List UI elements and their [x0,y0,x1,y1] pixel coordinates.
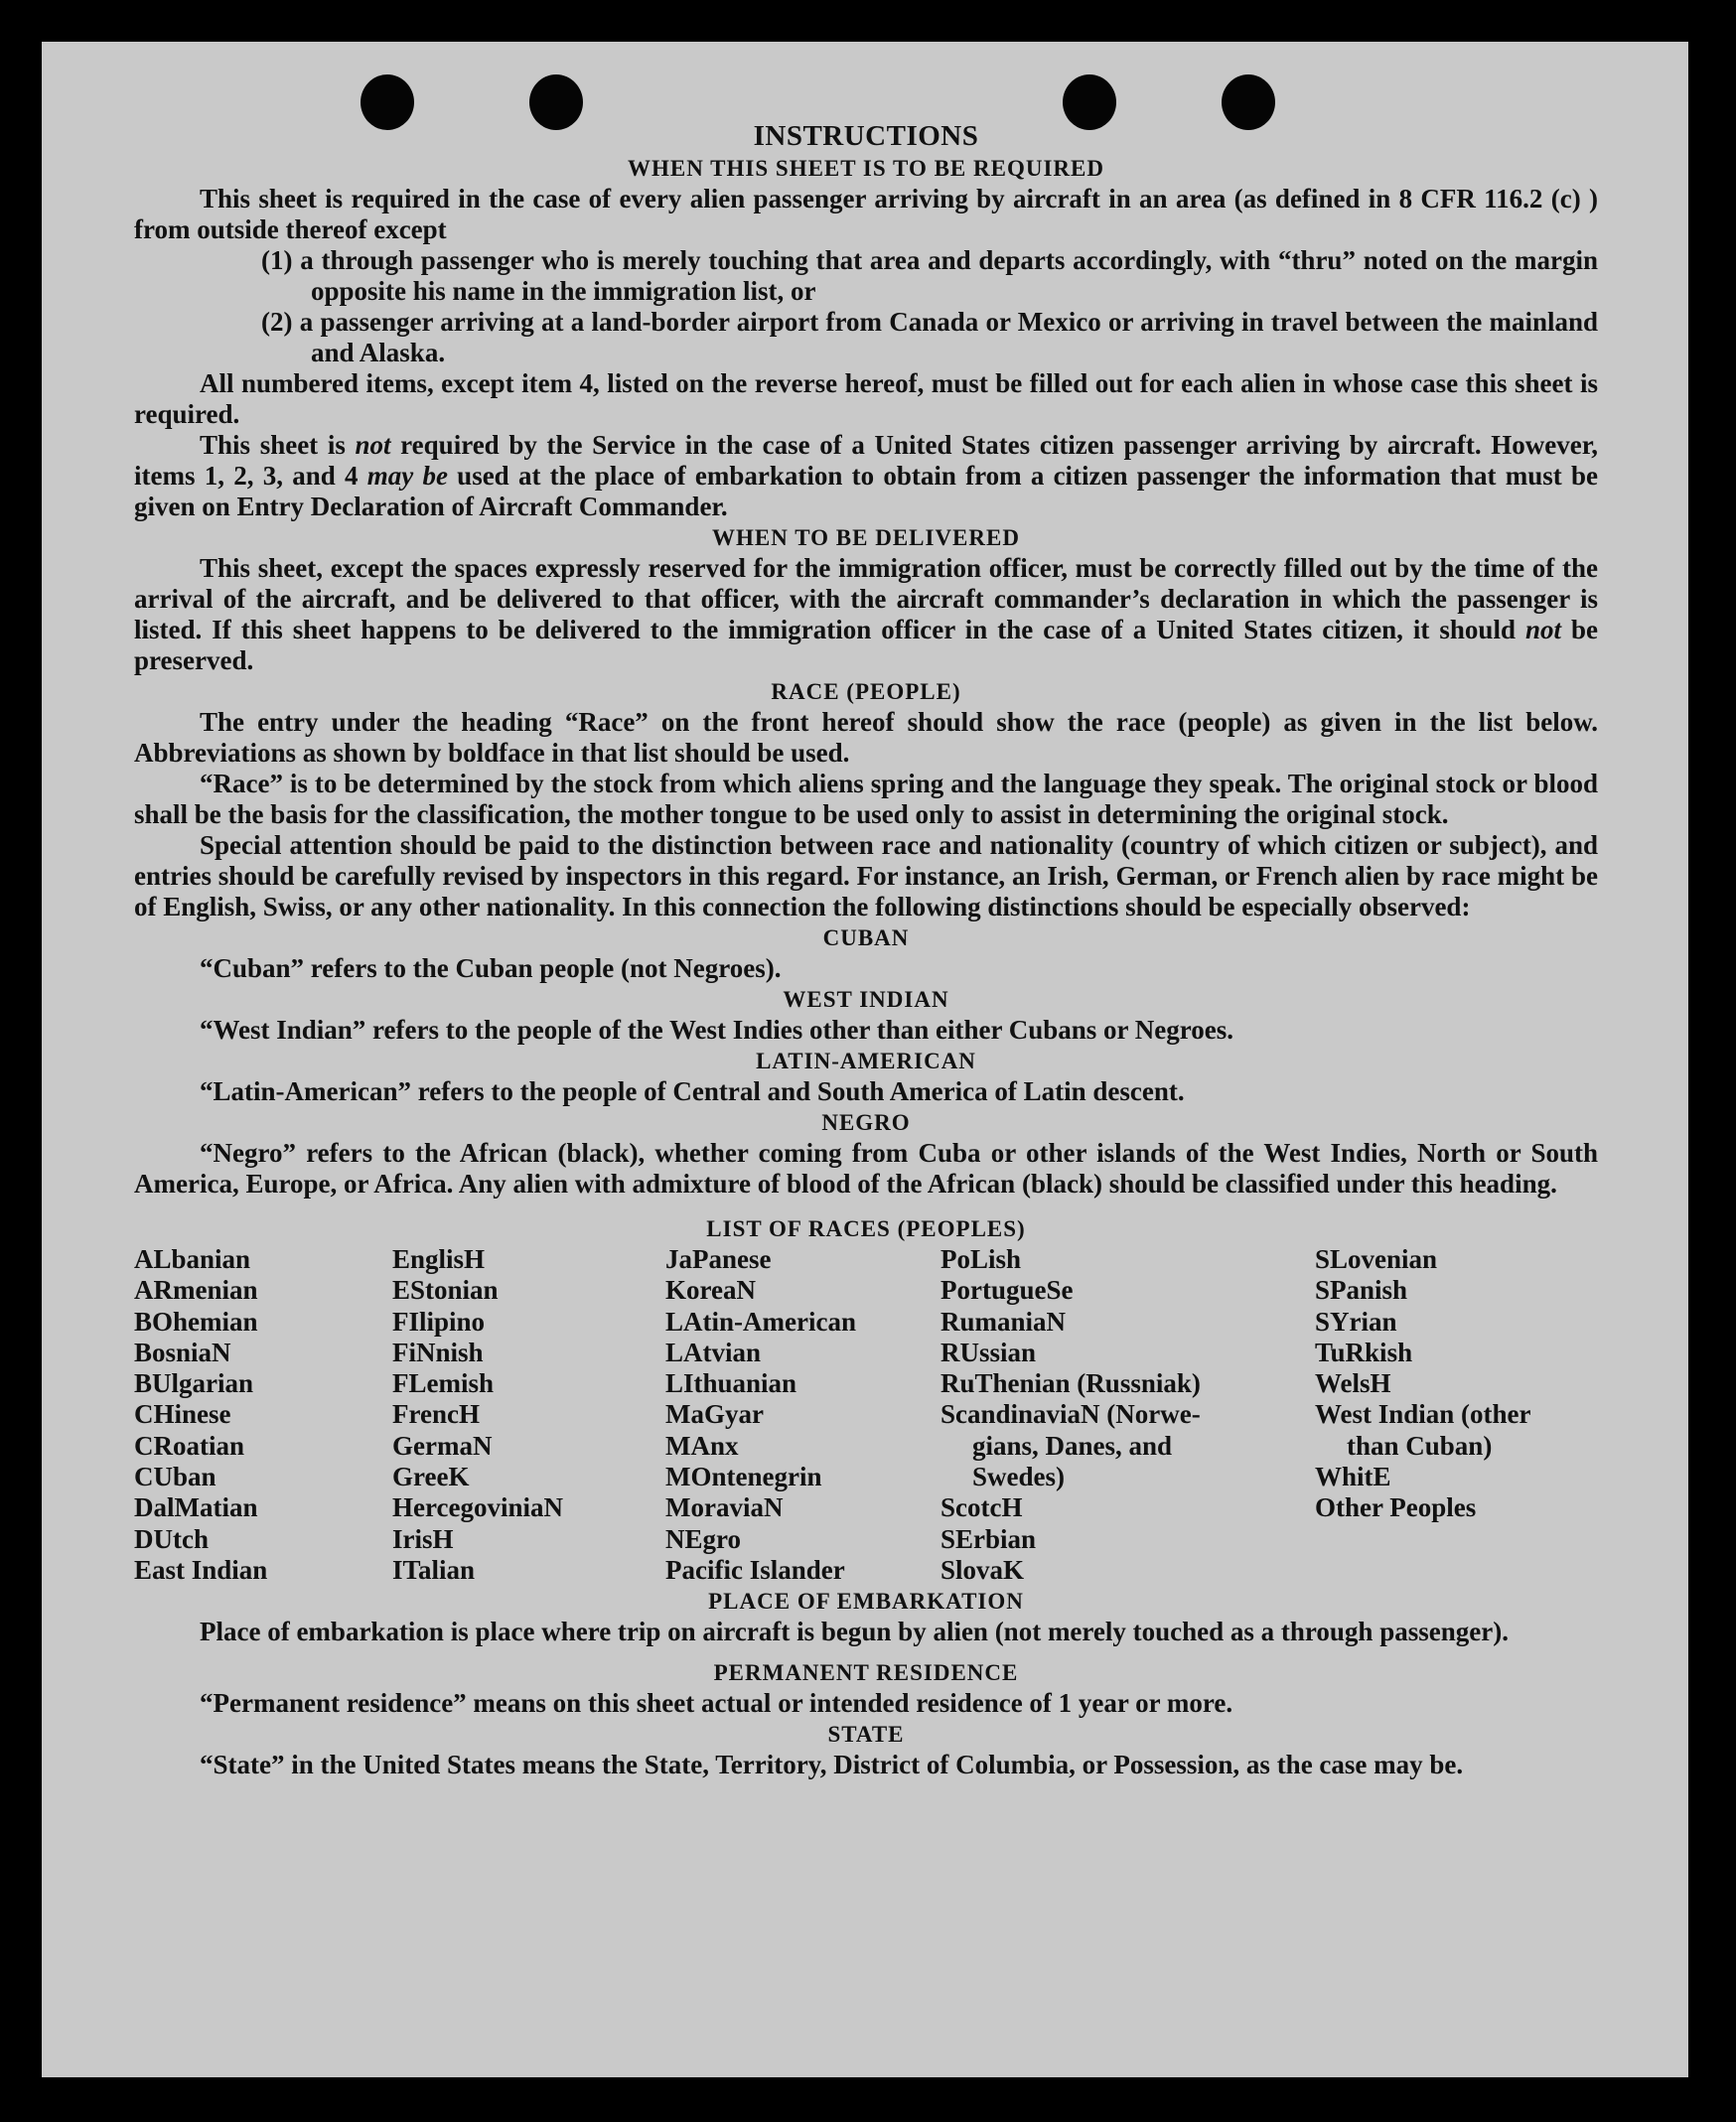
race-entry: RUssian [940,1337,1037,1367]
race-entry: GreeK [392,1462,470,1492]
text-run: This sheet, except the spaces expressly reserved for the immigration officer, must be correctly filled out by the time of the arrival of the aircraft, and be delivered to that officer, with the aircraft commander’s declaration in which the passenger is listed. If this sheet happens to be delivered to the immigration officer in the case of a United States citizen, it should [134,553,1598,644]
race-entry: BUlgarian [134,1368,254,1399]
race-entry: BOhemian [134,1306,258,1337]
text-run: be preserved. [134,615,1599,675]
heading-list-of-races: LIST OF RACES (PEOPLES) [706,1216,1026,1241]
instructions-content [134,119,1598,1780]
race-entry: ARmenian [134,1275,258,1306]
race-entry: LAtvian [665,1337,762,1367]
race-entry: MOntenegrin [665,1462,822,1492]
text-run: This sheet is [200,430,356,460]
race-entry: HercegoviniaN [392,1492,563,1523]
race-entry: RumaniaN [940,1306,1067,1337]
race-entry: CUban [134,1462,217,1492]
paragraph-race-attention: Special attention should be paid to the distinction between race and nationality (country of which citizen or subject), and entries should be carefully revised by inspectors in this regard. For instance, an Irish, German, or French alien by race might be of English, Swiss, or any other nationality. In this connection the following distinctions should be especially observed: [134,830,1598,921]
paragraph-latin-american: “Latin-American” refers to the people of Central and South America of Latin descent. [200,1076,1185,1106]
race-entry: Pacific Islander [665,1554,845,1585]
race-entry: SYrian [1315,1306,1397,1337]
heading-race: RACE (PEOPLE) [771,679,961,704]
paragraph-negro: “Negro” refers to the African (black), whether coming from Cuba or other islands of the West Indies, North or South America, Europe, or Africa. Any alien with admixture of blood of the African (black) should be classified under this heading. [134,1138,1598,1199]
race-entry-continuation: than Cuban) [1347,1430,1493,1461]
race-entry: ALbanian [134,1244,251,1274]
paragraph-delivery [134,553,1598,676]
race-entry: CRoatian [134,1430,245,1461]
race-entry: MAnx [665,1430,739,1461]
race-entry: SLovenian [1315,1244,1438,1274]
race-entry-continuation: gians, Danes, and [972,1430,1173,1461]
text-run: used at the place of embarkation to obtain from a citizen passenger the information that must be given on Entry Declaration of Aircraft Commander. [134,461,1598,521]
heading-when-delivered: WHEN TO BE DELIVERED [712,525,1020,550]
heading-embarkation: PLACE OF EMBARKATION [708,1589,1024,1615]
races-column-4 [940,1244,1315,1586]
race-entry: SErbian [940,1523,1037,1554]
race-entry: WelsH [1315,1368,1391,1399]
heading-state: STATE [827,1722,905,1748]
race-entry: PoLish [940,1244,1022,1274]
race-entry: EStonian [392,1275,499,1306]
race-entry: EnglisH [392,1244,486,1274]
race-entry: FiNnish [392,1337,484,1367]
race-entry: ScandinaviaN (Norwe- [940,1399,1201,1430]
race-entry: LIthuanian [665,1368,797,1399]
paragraph-citizen [134,430,1598,522]
race-entry: DUtch [134,1523,209,1554]
heading-negro: NEGRO [821,1110,911,1135]
paragraph-race-entry: The entry under the heading “Race” on the front hereof should show the race (people) as given in the list below. Abbreviations as shown by boldface in that list should be used. [134,707,1598,768]
race-entry: RuThenian (Russniak) [940,1368,1201,1399]
races-column-2 [392,1244,665,1586]
emphasis-not: not [1524,615,1561,644]
race-entry: ScotcH [940,1492,1023,1523]
paragraph-state: “State” in the United States means the State, Territory, District of Columbia, or Possession, as the case may be. [200,1750,1464,1780]
race-entry: SPanish [1315,1275,1408,1306]
race-entry: MoraviaN [665,1492,784,1523]
race-entry: PortugueSe [940,1275,1074,1306]
heading-residence: PERMANENT RESIDENCE [713,1660,1019,1686]
race-entry: IrisH [392,1523,454,1554]
race-entry-continuation: Swedes) [972,1462,1065,1492]
race-entry: ITalian [392,1554,476,1585]
heading-when-required: WHEN THIS SHEET IS TO BE REQUIRED [628,156,1104,181]
page-title: INSTRUCTIONS [753,120,979,152]
race-entry: BosniaN [134,1337,231,1367]
text-run: required by the Service in the case of a United States citizen passenger arriving by aircraft. However, items 1, 2, 3, and 4 [134,430,1598,491]
races-column-1 [134,1244,392,1586]
races-list [134,1244,1598,1586]
document-sheet [42,42,1688,2077]
races-column-5 [1315,1244,1598,1586]
paragraph-west-indian: “West Indian” refers to the people of the West Indies other than either Cubans or Negroes. [200,1015,1234,1045]
race-entry: DalMatian [134,1492,258,1523]
race-entry: West Indian (other [1315,1399,1531,1430]
race-entry: FIlipino [392,1306,486,1337]
heading-west-indian: WEST INDIAN [783,987,949,1012]
race-entry: NEgro [665,1523,742,1554]
race-entry: Other Peoples [1315,1492,1477,1523]
emphasis-may-be: may be [366,461,448,491]
race-entry: FrencH [392,1399,480,1430]
exception-item-1: (1) a through passenger who is merely touching that area and departs accordingly, with “thru” noted on the margin opposite his name in the immigration list, or [261,245,1598,306]
race-entry: JaPanese [665,1244,772,1274]
race-entry: CHinese [134,1399,231,1430]
paragraph-required: This sheet is required in the case of every alien passenger arriving by aircraft in an area (as defined in 8 CFR 116.2 (c) ) from outside thereof except [134,184,1598,244]
heading-latin-american: LATIN-AMERICAN [756,1049,976,1073]
paragraph-numbered-items: All numbered items, except item 4, listed on the reverse hereof, must be filled out for each alien in whose case this sheet is required. [134,368,1598,429]
race-entry: SlovaK [940,1554,1025,1585]
paragraph-embarkation: Place of embarkation is place where trip on aircraft is begun by alien (not merely touched as a through passenger). [200,1617,1509,1647]
heading-cuban: CUBAN [822,925,910,950]
race-entry: KoreaN [665,1275,756,1306]
race-entry: GermaN [392,1430,493,1461]
race-entry: FLemish [392,1368,495,1399]
race-entry: MaGyar [665,1399,764,1430]
exception-item-2: (2) a passenger arriving at a land-border airport from Canada or Mexico or arriving in travel between the mainland and Alaska. [261,307,1598,367]
races-column-3 [665,1244,940,1586]
paragraph-race-definition: “Race” is to be determined by the stock from which aliens spring and the language they speak. The original stock or blood shall be the basis for the classification, the mother tongue to be used only to assist in determining the original stock. [134,769,1598,829]
race-entry: LAtin-American [665,1306,856,1337]
race-entry: East Indian [134,1554,268,1585]
paragraph-cuban: “Cuban” refers to the Cuban people (not Negroes). [200,953,782,983]
emphasis-not: not [355,430,391,460]
race-entry: TuRkish [1315,1337,1413,1367]
race-entry: WhitE [1315,1462,1391,1492]
paragraph-residence: “Permanent residence” means on this sheet actual or intended residence of 1 year or more. [200,1688,1233,1719]
